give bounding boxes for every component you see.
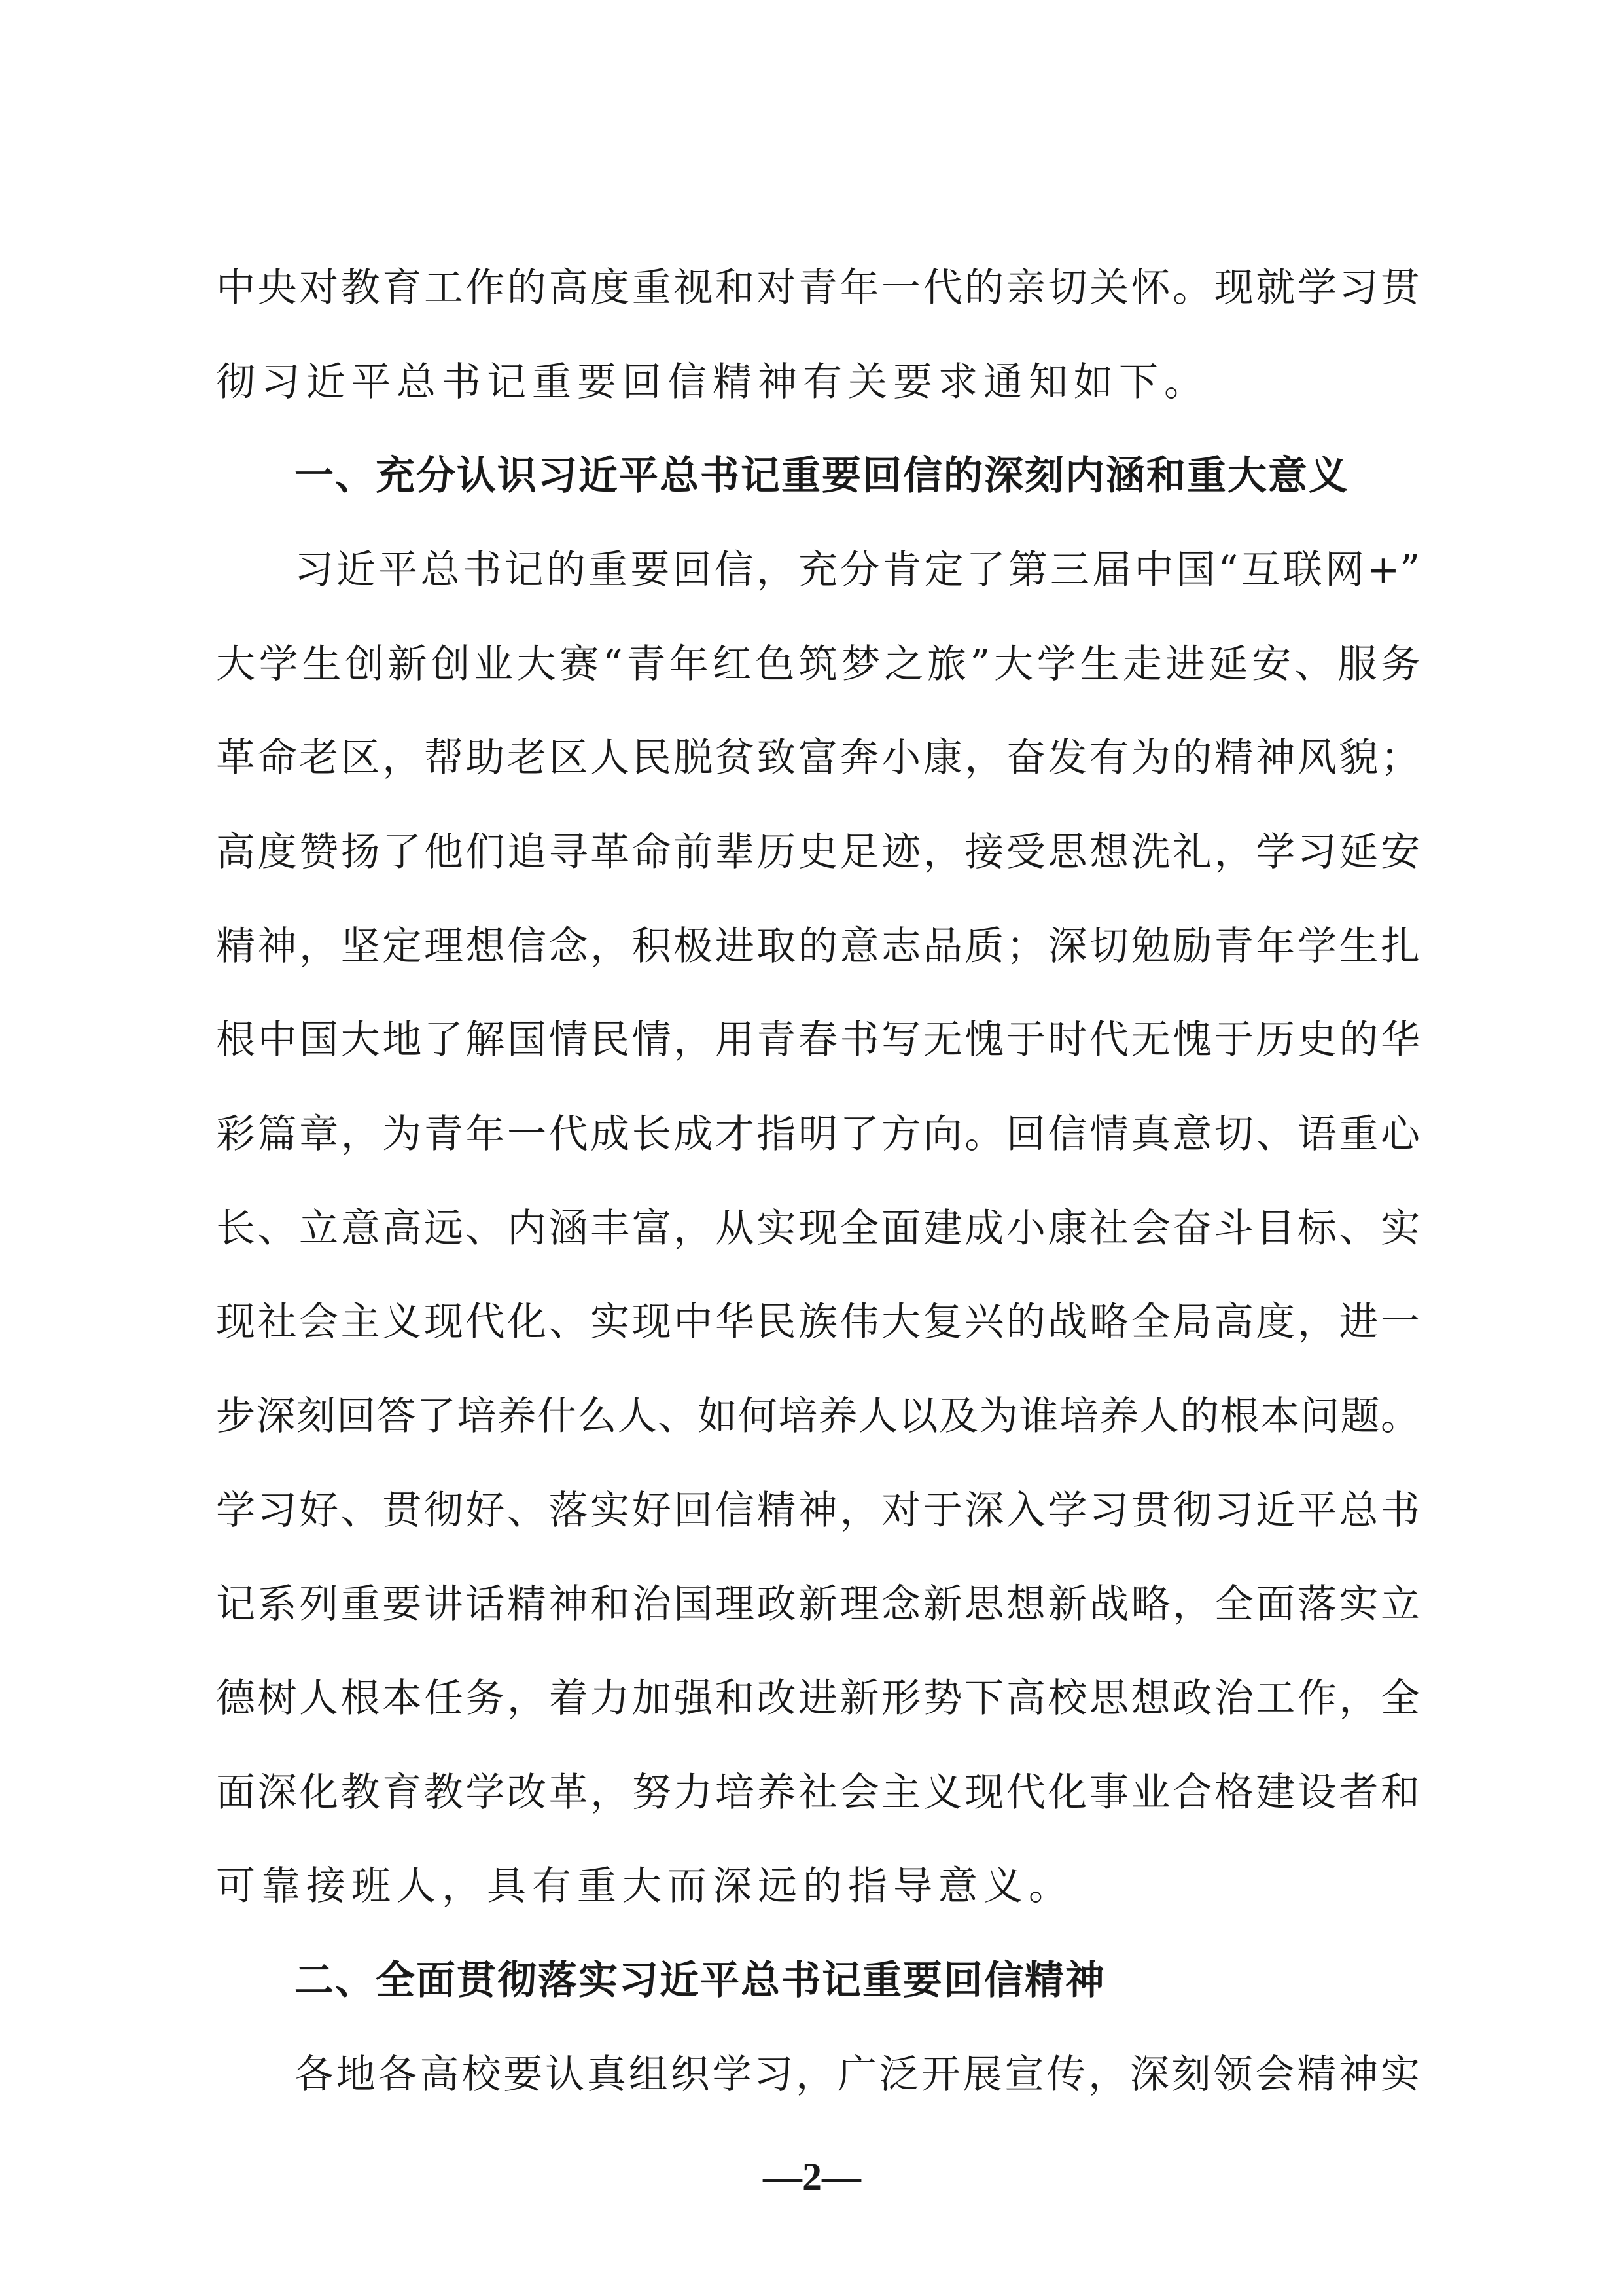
section-heading-1: 一、充分认识习近平总书记重要回信的深刻内涵和重大意义 <box>294 453 1349 499</box>
body-line: 各地各高校要认真组织学习，广泛开展宣传，深刻领会精神实 <box>294 2052 1420 2098</box>
body-line: 精神，坚定理想信念，积极进取的意志品质；深切勉励青年学生扎 <box>216 924 1420 969</box>
body-line: 德树人根本任务，着力加强和改进新形势下高校思想政治工作，全 <box>216 1676 1420 1721</box>
body-line: 中央对教育工作的高度重视和对青年一代的亲切关怀。现就学习贯 <box>216 265 1420 311</box>
body-line: 长、立意高远、内涵丰富，从实现全面建成小康社会奋斗目标、实 <box>216 1206 1420 1251</box>
body-line: 步深刻回答了培养什么人、如何培养人以及为谁培养人的根本问题。 <box>216 1393 1420 1439</box>
body-line: 高度赞扬了他们追寻革命前辈历史足迹，接受思想洗礼，学习延安 <box>216 829 1420 875</box>
body-line: 革命老区，帮助老区人民脱贫致富奔小康，奋发有为的精神风貌； <box>216 735 1420 781</box>
body-line: 面深化教育教学改革，努力培养社会主义现代化事业合格建设者和 <box>216 1770 1420 1816</box>
page-number: —2— <box>763 2155 861 2198</box>
body-line: 学习好、贯彻好、落实好回信精神，对于深入学习贯彻习近平总书 <box>216 1488 1420 1534</box>
section-heading-2: 二、全面贯彻落实习近平总书记重要回信精神 <box>294 1958 1106 2003</box>
body-line: 彩篇章，为青年一代成长成才指明了方向。回信情真意切、语重心 <box>216 1111 1420 1157</box>
body-line: 根中国大地了解国情民情，用青春书写无愧于时代无愧于历史的华 <box>216 1017 1420 1063</box>
body-line: 彻习近平总书记重要回信精神有关要求通知如下。 <box>216 359 1209 405</box>
body-line: 可靠接班人，具有重大而深远的指导意义。 <box>216 1863 1074 1909</box>
body-line: 大学生创新创业大赛“青年红色筑梦之旅”大学生走进延安、服务 <box>216 641 1420 687</box>
body-line: 习近平总书记的重要回信，充分肯定了第三届中国“互联网+” <box>294 547 1420 593</box>
body-line: 记系列重要讲话精神和治国理政新理念新思想新战略，全面落实立 <box>216 1581 1420 1627</box>
body-line: 现社会主义现代化、实现中华民族伟大复兴的战略全局高度，进一 <box>216 1299 1420 1345</box>
